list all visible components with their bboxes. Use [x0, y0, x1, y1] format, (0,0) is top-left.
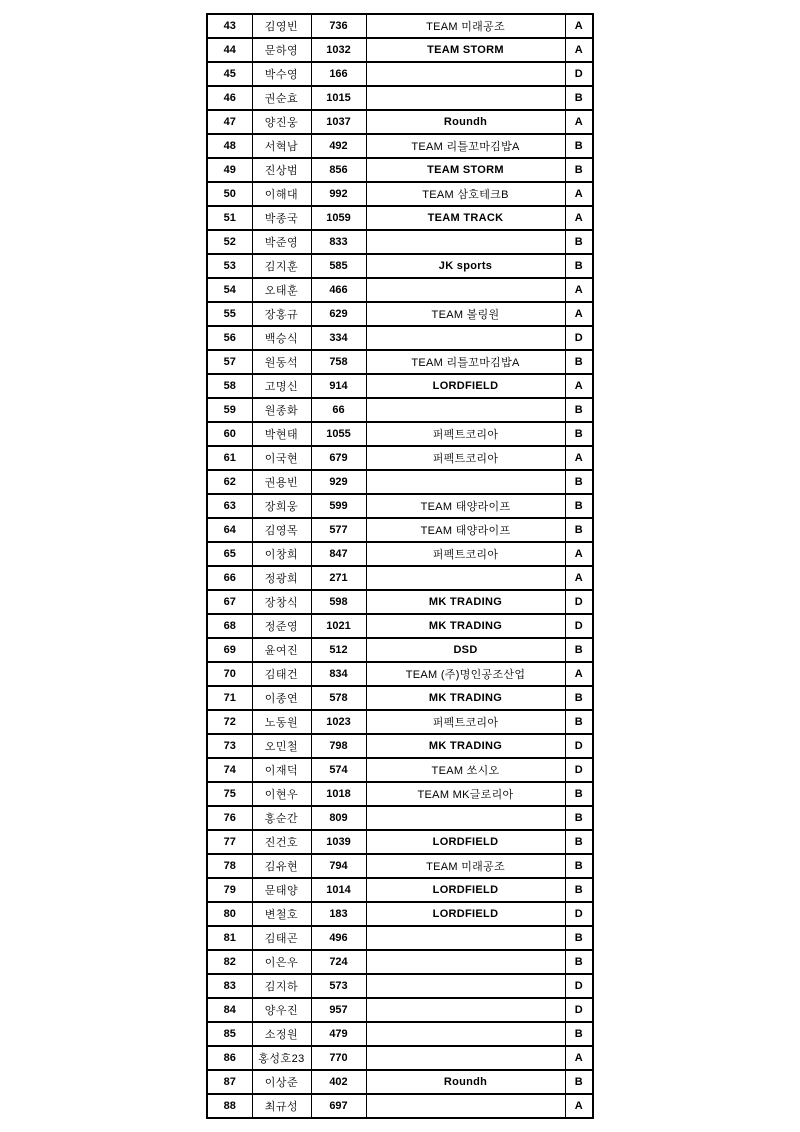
- cell-team: [366, 62, 565, 86]
- cell-number: 66: [311, 398, 366, 422]
- cell-group: A: [565, 542, 593, 566]
- cell-number: 770: [311, 1046, 366, 1070]
- cell-name: 박현태: [252, 422, 311, 446]
- cell-group: B: [565, 398, 593, 422]
- cell-group: B: [565, 1070, 593, 1094]
- cell-rank: 74: [207, 758, 252, 782]
- cell-number: 578: [311, 686, 366, 710]
- cell-rank: 65: [207, 542, 252, 566]
- cell-name: 장창식: [252, 590, 311, 614]
- cell-group: B: [565, 686, 593, 710]
- cell-team: TEAM 태양라이프: [366, 494, 565, 518]
- cell-team: [366, 230, 565, 254]
- cell-rank: 44: [207, 38, 252, 62]
- cell-number: 496: [311, 926, 366, 950]
- cell-rank: 86: [207, 1046, 252, 1070]
- cell-name: 김영목: [252, 518, 311, 542]
- cell-group: D: [565, 614, 593, 638]
- cell-rank: 49: [207, 158, 252, 182]
- table-row: [207, 230, 593, 254]
- cell-rank: 70: [207, 662, 252, 686]
- cell-name: 소정원: [252, 1022, 311, 1046]
- table-row: [207, 518, 593, 542]
- cell-number: 166: [311, 62, 366, 86]
- cell-rank: 71: [207, 686, 252, 710]
- cell-number: 856: [311, 158, 366, 182]
- cell-name: 장홍규: [252, 302, 311, 326]
- table-row: [207, 470, 593, 494]
- cell-team: [366, 1094, 565, 1118]
- cell-group: A: [565, 110, 593, 134]
- table-row: [207, 878, 593, 902]
- cell-team: JK sports: [366, 254, 565, 278]
- cell-number: 574: [311, 758, 366, 782]
- cell-team: LORDFIELD: [366, 902, 565, 926]
- cell-name: 홍순간: [252, 806, 311, 830]
- cell-team: TEAM TRACK: [366, 206, 565, 230]
- table-row: [207, 638, 593, 662]
- cell-team: TEAM 쏘시오: [366, 758, 565, 782]
- table-row: [207, 926, 593, 950]
- cell-name: 윤여진: [252, 638, 311, 662]
- cell-team: TEAM 미래공조: [366, 854, 565, 878]
- cell-number: 758: [311, 350, 366, 374]
- cell-group: B: [565, 782, 593, 806]
- cell-name: 오민철: [252, 734, 311, 758]
- cell-group: D: [565, 758, 593, 782]
- table-row: [207, 326, 593, 350]
- cell-number: 1032: [311, 38, 366, 62]
- cell-number: 679: [311, 446, 366, 470]
- cell-rank: 52: [207, 230, 252, 254]
- table-row: [207, 854, 593, 878]
- cell-name: 이은우: [252, 950, 311, 974]
- table-row: [207, 278, 593, 302]
- table-row: [207, 830, 593, 854]
- table-row: [207, 734, 593, 758]
- cell-group: D: [565, 590, 593, 614]
- cell-number: 1018: [311, 782, 366, 806]
- cell-rank: 76: [207, 806, 252, 830]
- cell-team: 퍼펙트코리아: [366, 542, 565, 566]
- cell-team: [366, 278, 565, 302]
- cell-rank: 69: [207, 638, 252, 662]
- cell-number: 1037: [311, 110, 366, 134]
- cell-team: DSD: [366, 638, 565, 662]
- cell-name: 박종국: [252, 206, 311, 230]
- cell-team: [366, 806, 565, 830]
- cell-name: 김유현: [252, 854, 311, 878]
- cell-team: TEAM 리틀꼬마김밥A: [366, 134, 565, 158]
- cell-rank: 59: [207, 398, 252, 422]
- table-row: [207, 1094, 593, 1118]
- table-row: [207, 374, 593, 398]
- table-row: [207, 134, 593, 158]
- cell-number: 1059: [311, 206, 366, 230]
- cell-group: B: [565, 518, 593, 542]
- cell-rank: 50: [207, 182, 252, 206]
- cell-team: Roundh: [366, 110, 565, 134]
- cell-name: 이현우: [252, 782, 311, 806]
- cell-team: [366, 998, 565, 1022]
- cell-rank: 83: [207, 974, 252, 998]
- cell-team: [366, 1022, 565, 1046]
- table-row: [207, 62, 593, 86]
- table-row: [207, 86, 593, 110]
- table-row: [207, 206, 593, 230]
- table-row: [207, 1046, 593, 1070]
- table-row: [207, 14, 593, 38]
- cell-name: 양진웅: [252, 110, 311, 134]
- cell-team: MK TRADING: [366, 590, 565, 614]
- cell-team: MK TRADING: [366, 686, 565, 710]
- cell-name: 문하영: [252, 38, 311, 62]
- table-row: [207, 38, 593, 62]
- cell-group: B: [565, 158, 593, 182]
- cell-name: 고명신: [252, 374, 311, 398]
- table-row: [207, 758, 593, 782]
- cell-number: 492: [311, 134, 366, 158]
- table-row: [207, 422, 593, 446]
- cell-rank: 72: [207, 710, 252, 734]
- cell-team: MK TRADING: [366, 734, 565, 758]
- table-row: [207, 1070, 593, 1094]
- table-row: [207, 1022, 593, 1046]
- cell-rank: 67: [207, 590, 252, 614]
- cell-rank: 43: [207, 14, 252, 38]
- cell-group: D: [565, 734, 593, 758]
- table-row: [207, 782, 593, 806]
- cell-rank: 58: [207, 374, 252, 398]
- cell-team: 퍼펙트코리아: [366, 710, 565, 734]
- cell-group: A: [565, 14, 593, 38]
- cell-rank: 78: [207, 854, 252, 878]
- cell-group: A: [565, 662, 593, 686]
- cell-rank: 75: [207, 782, 252, 806]
- cell-team: TEAM (주)명인공조산업: [366, 662, 565, 686]
- cell-number: 1021: [311, 614, 366, 638]
- cell-team: [366, 326, 565, 350]
- cell-number: 599: [311, 494, 366, 518]
- table-row: [207, 542, 593, 566]
- cell-group: B: [565, 854, 593, 878]
- cell-number: 957: [311, 998, 366, 1022]
- cell-group: A: [565, 446, 593, 470]
- cell-name: 김태곤: [252, 926, 311, 950]
- cell-group: A: [565, 182, 593, 206]
- cell-rank: 80: [207, 902, 252, 926]
- cell-number: 1055: [311, 422, 366, 446]
- cell-group: B: [565, 1022, 593, 1046]
- cell-rank: 53: [207, 254, 252, 278]
- cell-rank: 63: [207, 494, 252, 518]
- cell-rank: 54: [207, 278, 252, 302]
- cell-name: 박수영: [252, 62, 311, 86]
- table-row: [207, 566, 593, 590]
- cell-name: 김영빈: [252, 14, 311, 38]
- cell-name: 이창희: [252, 542, 311, 566]
- cell-group: B: [565, 350, 593, 374]
- cell-team: TEAM 리틀꼬마김밥A: [366, 350, 565, 374]
- cell-name: 이해대: [252, 182, 311, 206]
- cell-number: 466: [311, 278, 366, 302]
- cell-team: TEAM 볼링원: [366, 302, 565, 326]
- cell-number: 1023: [311, 710, 366, 734]
- cell-group: A: [565, 278, 593, 302]
- cell-name: 오태훈: [252, 278, 311, 302]
- cell-rank: 77: [207, 830, 252, 854]
- cell-name: 진상범: [252, 158, 311, 182]
- table-row: [207, 950, 593, 974]
- cell-number: 183: [311, 902, 366, 926]
- cell-number: 736: [311, 14, 366, 38]
- cell-name: 서혁남: [252, 134, 311, 158]
- cell-number: 834: [311, 662, 366, 686]
- cell-rank: 79: [207, 878, 252, 902]
- cell-rank: 68: [207, 614, 252, 638]
- cell-group: B: [565, 926, 593, 950]
- cell-number: 847: [311, 542, 366, 566]
- cell-number: 598: [311, 590, 366, 614]
- cell-group: D: [565, 326, 593, 350]
- cell-name: 이종연: [252, 686, 311, 710]
- cell-group: B: [565, 494, 593, 518]
- cell-name: 최규성: [252, 1094, 311, 1118]
- cell-name: 김태건: [252, 662, 311, 686]
- cell-name: 진건호: [252, 830, 311, 854]
- cell-rank: 45: [207, 62, 252, 86]
- cell-team: TEAM STORM: [366, 38, 565, 62]
- cell-number: 992: [311, 182, 366, 206]
- table-row: [207, 350, 593, 374]
- cell-name: 김지하: [252, 974, 311, 998]
- cell-group: A: [565, 206, 593, 230]
- cell-group: B: [565, 230, 593, 254]
- cell-name: 김지훈: [252, 254, 311, 278]
- cell-number: 809: [311, 806, 366, 830]
- cell-name: 정광희: [252, 566, 311, 590]
- table-row: [207, 110, 593, 134]
- cell-name: 장희웅: [252, 494, 311, 518]
- cell-team: LORDFIELD: [366, 374, 565, 398]
- table-row: [207, 902, 593, 926]
- cell-group: D: [565, 62, 593, 86]
- table-row: [207, 710, 593, 734]
- cell-number: 1015: [311, 86, 366, 110]
- cell-rank: 57: [207, 350, 252, 374]
- cell-name: 원동석: [252, 350, 311, 374]
- cell-group: A: [565, 1094, 593, 1118]
- cell-rank: 64: [207, 518, 252, 542]
- cell-rank: 47: [207, 110, 252, 134]
- cell-rank: 51: [207, 206, 252, 230]
- cell-number: 512: [311, 638, 366, 662]
- cell-team: TEAM STORM: [366, 158, 565, 182]
- cell-number: 629: [311, 302, 366, 326]
- cell-number: 794: [311, 854, 366, 878]
- cell-name: 원종화: [252, 398, 311, 422]
- cell-name: 박준영: [252, 230, 311, 254]
- cell-group: B: [565, 806, 593, 830]
- table-row: [207, 590, 593, 614]
- cell-number: 724: [311, 950, 366, 974]
- cell-number: 402: [311, 1070, 366, 1094]
- cell-name: 정준영: [252, 614, 311, 638]
- cell-rank: 66: [207, 566, 252, 590]
- cell-name: 권순효: [252, 86, 311, 110]
- table-row: [207, 398, 593, 422]
- cell-team: [366, 1046, 565, 1070]
- table-row: [207, 158, 593, 182]
- cell-team: TEAM 태양라이프: [366, 518, 565, 542]
- cell-team: [366, 398, 565, 422]
- cell-number: 334: [311, 326, 366, 350]
- table-row: [207, 446, 593, 470]
- cell-rank: 48: [207, 134, 252, 158]
- cell-name: 백승식: [252, 326, 311, 350]
- cell-number: 479: [311, 1022, 366, 1046]
- table-row: [207, 998, 593, 1022]
- cell-group: B: [565, 254, 593, 278]
- cell-group: A: [565, 302, 593, 326]
- cell-number: 577: [311, 518, 366, 542]
- cell-team: [366, 926, 565, 950]
- cell-name: 문태양: [252, 878, 311, 902]
- table-row: [207, 182, 593, 206]
- cell-group: B: [565, 638, 593, 662]
- cell-team: [366, 86, 565, 110]
- cell-name: 이국현: [252, 446, 311, 470]
- cell-group: A: [565, 566, 593, 590]
- cell-number: 929: [311, 470, 366, 494]
- cell-team: 퍼펙트코리아: [366, 422, 565, 446]
- cell-name: 홍성호23: [252, 1046, 311, 1070]
- cell-team: TEAM 삼호테크B: [366, 182, 565, 206]
- table-row: [207, 806, 593, 830]
- cell-group: B: [565, 134, 593, 158]
- cell-rank: 85: [207, 1022, 252, 1046]
- cell-team: [366, 566, 565, 590]
- cell-rank: 87: [207, 1070, 252, 1094]
- cell-group: A: [565, 1046, 593, 1070]
- cell-number: 697: [311, 1094, 366, 1118]
- table-row: [207, 686, 593, 710]
- table-row: [207, 494, 593, 518]
- cell-group: B: [565, 422, 593, 446]
- table-row: [207, 302, 593, 326]
- cell-group: B: [565, 86, 593, 110]
- cell-rank: 46: [207, 86, 252, 110]
- cell-rank: 81: [207, 926, 252, 950]
- table-row: [207, 254, 593, 278]
- cell-team: MK TRADING: [366, 614, 565, 638]
- cell-number: 1039: [311, 830, 366, 854]
- cell-team: [366, 974, 565, 998]
- cell-name: 노동원: [252, 710, 311, 734]
- cell-rank: 73: [207, 734, 252, 758]
- cell-name: 이상준: [252, 1070, 311, 1094]
- cell-number: 798: [311, 734, 366, 758]
- cell-team: [366, 950, 565, 974]
- cell-team: [366, 470, 565, 494]
- cell-name: 권용빈: [252, 470, 311, 494]
- cell-number: 585: [311, 254, 366, 278]
- cell-rank: 84: [207, 998, 252, 1022]
- cell-name: 이재덕: [252, 758, 311, 782]
- cell-group: B: [565, 830, 593, 854]
- cell-rank: 62: [207, 470, 252, 494]
- table-row: [207, 974, 593, 998]
- cell-number: 914: [311, 374, 366, 398]
- cell-number: 1014: [311, 878, 366, 902]
- cell-group: D: [565, 902, 593, 926]
- cell-rank: 82: [207, 950, 252, 974]
- cell-name: 변철호: [252, 902, 311, 926]
- cell-rank: 61: [207, 446, 252, 470]
- table-row: [207, 662, 593, 686]
- cell-team: 퍼펙트코리아: [366, 446, 565, 470]
- cell-team: LORDFIELD: [366, 830, 565, 854]
- cell-rank: 60: [207, 422, 252, 446]
- cell-number: 573: [311, 974, 366, 998]
- cell-rank: 88: [207, 1094, 252, 1118]
- cell-team: TEAM 미래공조: [366, 14, 565, 38]
- roster-table: [206, 13, 594, 1119]
- table-row: [207, 614, 593, 638]
- cell-group: A: [565, 38, 593, 62]
- cell-name: 양우진: [252, 998, 311, 1022]
- cell-team: LORDFIELD: [366, 878, 565, 902]
- cell-group: D: [565, 998, 593, 1022]
- cell-group: B: [565, 710, 593, 734]
- cell-group: A: [565, 374, 593, 398]
- cell-number: 271: [311, 566, 366, 590]
- cell-number: 833: [311, 230, 366, 254]
- cell-group: B: [565, 878, 593, 902]
- cell-rank: 55: [207, 302, 252, 326]
- cell-rank: 56: [207, 326, 252, 350]
- cell-group: B: [565, 470, 593, 494]
- cell-team: TEAM MK글로리아: [366, 782, 565, 806]
- cell-group: B: [565, 950, 593, 974]
- cell-team: Roundh: [366, 1070, 565, 1094]
- cell-group: D: [565, 974, 593, 998]
- roster-table-body: [207, 14, 593, 1118]
